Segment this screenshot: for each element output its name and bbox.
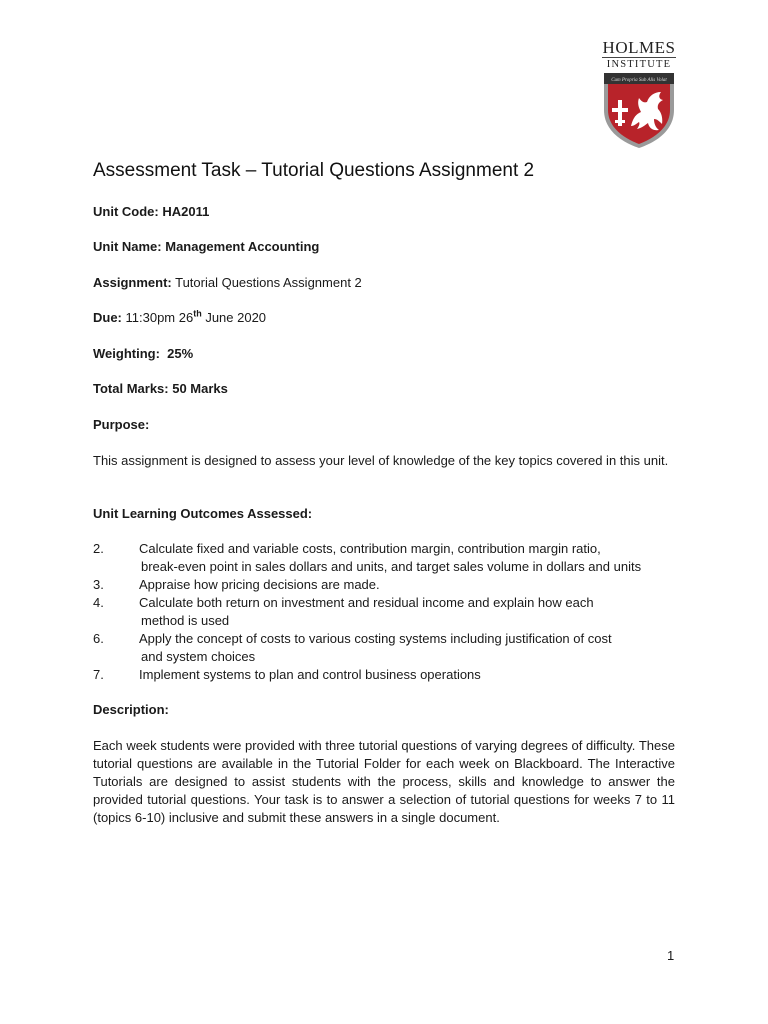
list-item-text: Appraise how pricing decisions are made. [139, 577, 380, 592]
total-marks-line: Total Marks: 50 Marks [93, 381, 228, 396]
list-item-text: Calculate both return on investment and residual income and explain how each [139, 595, 594, 610]
list-item-text-cont: method is used [141, 613, 230, 628]
list-item-text: Implement systems to plan and control business operations [139, 667, 481, 682]
purpose-heading: Purpose: [93, 417, 150, 432]
unit-code-line [93, 203, 209, 221]
list-item [93, 594, 693, 630]
page-title: Assessment Task – Tutorial Questions Assignment 2 [93, 160, 535, 181]
holmes-institute-logo [598, 40, 680, 150]
description-heading: Description: [93, 702, 169, 717]
due-value-ordinal: th [193, 308, 202, 319]
logo-wordmark: HOLMES [602, 38, 676, 57]
list-item-number: 3. [93, 577, 104, 592]
list-item-number: 2. [93, 541, 104, 556]
due-label: Due: [93, 310, 122, 325]
assignment-line [93, 274, 362, 292]
list-item-text-cont: break-even point in sales dollars and units, and target sales volume in dollars and units [141, 559, 642, 574]
list-item-text: Calculate fixed and variable costs, contribution margin, contribution margin ratio, [139, 541, 601, 556]
list-item [93, 540, 693, 576]
outcomes-list [93, 540, 693, 684]
unit-name-line [93, 238, 319, 256]
unit-name-value: Management Accounting [161, 239, 320, 254]
weighting-value: 25% [159, 346, 194, 361]
list-item-text-cont: and system choices [141, 649, 256, 664]
weighting-label: Weighting: [93, 346, 160, 361]
due-value-month: June 2020 [201, 310, 267, 325]
list-item-number: 6. [93, 631, 104, 646]
list-item [93, 630, 693, 666]
due-value-date: 11:30pm 26 [121, 310, 194, 325]
page-number: 1 [667, 948, 675, 963]
unit-name-label: Unit Name: [93, 239, 162, 254]
list-item [93, 576, 693, 594]
due-line [93, 309, 266, 327]
list-item-text: Apply the concept of costs to various costing systems including justification of cost [139, 631, 612, 646]
unit-code-label: Unit Code: [93, 204, 159, 219]
assignment-label: Assignment: [93, 275, 172, 290]
list-item-number: 4. [93, 595, 104, 610]
purpose-text: This assignment is designed to assess your level of knowledge of the key topics covered in this unit. [93, 453, 669, 468]
weighting-line [93, 345, 193, 363]
outcomes-heading: Unit Learning Outcomes Assessed: [93, 506, 313, 521]
assignment-value: Tutorial Questions Assignment 2 [171, 275, 362, 290]
description-text: Each week students were provided with three tutorial questions of varying degrees of difficulty. These tutorial questions are available in the Tutorial Folder for each week on Blackboard. The Interactive Tutorials are designed to assist students with the process, skills and knowledge to answer the provided tutorial questions. Your task is to answer a selection of tutorial questions for weeks 7 to 11 (topics 6-10) inclusive and submit these answers in a single document. [93, 738, 675, 825]
crest-shield-icon [601, 70, 677, 150]
unit-code-value: HA2011 [158, 204, 210, 219]
logo-subtitle: INSTITUTE [602, 57, 676, 70]
list-item [93, 666, 693, 684]
svg-text:Cum Propria Sub Alis Volat: Cum Propria Sub Alis Volat [611, 78, 667, 83]
list-item-number: 7. [93, 667, 104, 682]
